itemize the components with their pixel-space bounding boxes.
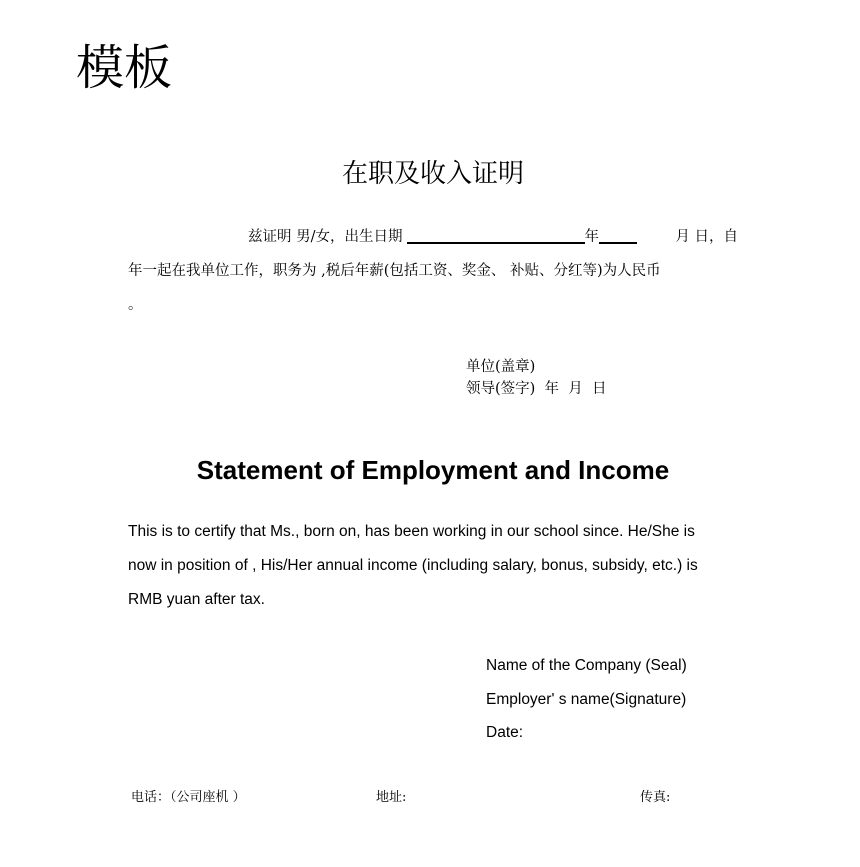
en-line-1: This is to certify that Ms., born on, has been working in our school since. He/She is — [128, 523, 695, 540]
en-body — [128, 515, 740, 617]
en-sign-date: Date: — [486, 724, 524, 741]
cn-line-1-b: 年 — [584, 229, 599, 245]
cn-sign-leader: 领导(签字) 年 月 日 — [466, 381, 607, 397]
en-line-3: RMB yuan after tax. — [128, 591, 265, 608]
cn-line-1-a: 兹证明 男/女，出生日期 — [248, 229, 403, 245]
cn-line-2: 年一起在我单位工作，职务为 ,税后年薪(包括工资、奖金、 补贴、分红等)为人民币 — [128, 263, 661, 279]
en-title: Statement of Employment and Income — [196, 455, 670, 485]
en-sign-company: Name of the Company (Seal) — [486, 657, 687, 674]
month-blank — [599, 224, 637, 244]
cn-line-3: 。 — [128, 297, 143, 313]
birthdate-blank — [407, 224, 585, 244]
en-line-2: now in position of , His/Her annual income (including salary, bonus, subsidy, etc.) is — [128, 557, 698, 574]
watermark-text: 模板 — [76, 40, 173, 96]
cn-sign-unit: 单位(盖章) — [466, 359, 536, 375]
en-signature-block — [486, 649, 687, 750]
footer-phone: 电话：（公司座机 ） — [131, 790, 246, 805]
en-sign-employer: Employer' s name(Signature) — [486, 690, 687, 708]
cn-title: 在职及收入证明 — [341, 159, 524, 189]
footer-address: 地址: — [376, 790, 407, 805]
cn-line-1 — [128, 220, 740, 254]
cn-body — [128, 220, 740, 322]
cn-line-1-c: 月 日，自 — [675, 229, 738, 245]
cn-signature-block — [466, 356, 606, 400]
footer-fax: 传真: — [640, 790, 671, 805]
